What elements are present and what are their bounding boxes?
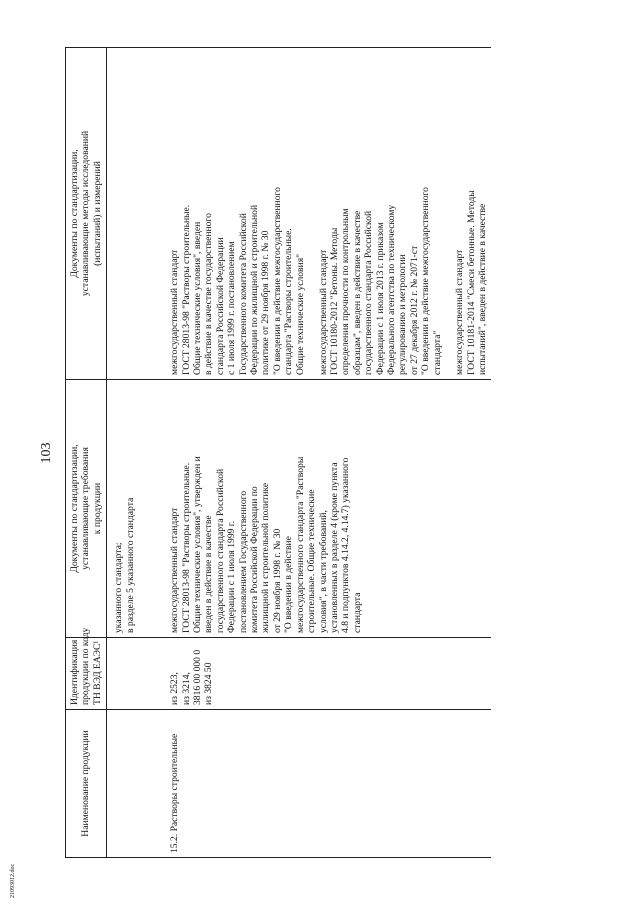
text-line: указанного стандарта;: [113, 542, 125, 633]
text-line: ГОСТ 10181-2014 "Смеси бетонные. Методы: [465, 190, 477, 375]
text-line: 4.8 и подпунктов 4.14.2, 4.14.7) указанного: [340, 457, 352, 633]
cell-empty: [107, 710, 164, 858]
text-line: ГОСТ 28013-98 "Растворы строительные.: [180, 462, 192, 633]
text-line: Федерации по жилищной и строительной: [249, 204, 261, 375]
text-line: Общие технические условия": [294, 253, 306, 375]
text-line: комитета Российской Федерации по: [249, 486, 261, 633]
tnved-code: из 3214,: [180, 672, 192, 705]
text-line: стандарта": [431, 330, 443, 375]
text-line: в действие в качестве государственного: [203, 213, 215, 375]
text-line: Общие технические условия", введен: [192, 221, 204, 375]
text-line: Федерации с 1 июля 1999 г.: [226, 520, 238, 633]
text-line: "О введении в действие: [283, 536, 295, 633]
standards-table: [65, 47, 491, 858]
text-line: стандарта "Растворы строительные.: [283, 228, 295, 375]
header-line: к продукции: [91, 482, 103, 535]
text-line: жилищной и строительной политике: [260, 482, 272, 633]
text-line: стандарта: [351, 592, 363, 633]
header-line: устанавливающие методы исследований: [80, 130, 92, 297]
text-line: определения прочности по контрольным: [340, 208, 352, 375]
text-line: государственного стандарта Российской: [363, 210, 375, 375]
requirement-lines: [169, 384, 363, 633]
header-requirement-docs: [66, 380, 107, 638]
footer-doc-code: 21093012.doc: [10, 863, 16, 898]
table-row: [163, 48, 490, 858]
text-line: с 1 июля 1999 г. постановлением: [226, 241, 238, 375]
cell-test-method-docs: [163, 48, 490, 380]
header-test-method-docs: [66, 48, 107, 380]
text-line: Государственного комитета Российской: [237, 213, 249, 375]
text-line: строительные. Общие технические: [306, 489, 318, 633]
text-line: межгосударственный стандарт: [317, 249, 329, 375]
tnved-code: из 2523,: [169, 672, 181, 705]
text-line: "О введении в действие межгосударственного: [271, 187, 283, 375]
text-line: образцам", введен в действие в качестве: [351, 210, 363, 375]
header-line: Документы по стандартизации,: [69, 149, 80, 278]
tnved-code: 3816 00 000 0: [192, 649, 204, 705]
cell-empty: [107, 638, 164, 710]
cell-requirement-docs: [163, 380, 490, 638]
cell-product-name: [163, 710, 490, 858]
table-header-row: [66, 48, 107, 858]
text-line: испытаний", введен в действие в качестве: [477, 203, 489, 375]
rotated-page: [39, 48, 595, 858]
header-tnved-code: [66, 627, 107, 710]
text-line: межгосударственный стандарт: [169, 249, 181, 375]
text-line: от 29 ноября 1998 г. № 30: [271, 528, 283, 633]
text-line: межгосударственный стандарт: [454, 249, 466, 375]
header-line: Идентификация: [69, 639, 80, 705]
header-line: (испытаний) и измерений: [91, 161, 103, 266]
header-line: устанавливающие требования: [80, 447, 92, 570]
text-line: [443, 52, 454, 375]
text-line: стандарта Российской Федерации: [214, 237, 226, 375]
text-line: межгосударственного стандарта "Растворы: [294, 456, 306, 633]
text-line: регулированию и метрологии: [397, 254, 409, 375]
text-line: Федерального агентства по техническому: [385, 204, 397, 375]
text-line: от 27 декабря 2012 г. № 2071-ст: [408, 245, 420, 375]
cell-empty: [107, 48, 164, 380]
text-line: установленных в разделе 4 (кроме пункта: [328, 462, 340, 633]
tnved-code: из 3824 50: [203, 662, 215, 705]
test-method-lines: [169, 52, 488, 375]
text-line: Федерации с 1 июля 2013 г. приказом: [374, 222, 386, 375]
text-line: условия", в части требований,: [317, 510, 329, 633]
text-line: ГОСТ 10180-2012 "Бетоны. Методы: [328, 227, 340, 375]
text-line: введен в действие в качестве: [203, 515, 215, 633]
cell-requirement-continuation: [107, 380, 164, 638]
page-number: 103: [39, 442, 54, 464]
footer: [10, 863, 30, 898]
text-line: "О введении в действие межгосударственного: [420, 187, 432, 375]
product-name: Растворы строительные: [169, 733, 181, 832]
text-line: государственного стандарта Российской: [214, 468, 226, 633]
text-line: постановлением Государственного: [237, 490, 249, 633]
header-line: ТН ВЭД ЕАЭС¹: [91, 640, 103, 705]
table-row-continuation: [107, 48, 164, 858]
text-line: Общие технические условия", утвержден и: [192, 456, 204, 633]
text-line: политике от 29 ноября 1998 г. № 30: [260, 230, 272, 375]
text-line: ГОСТ 28013-98 "Растворы строительные.: [180, 204, 192, 375]
cell-tnved-codes: [163, 638, 490, 710]
header-line: продукции по коду: [80, 627, 92, 705]
header-line: Документы по стандартизации,: [69, 444, 80, 573]
header-product-name: Наименование продукции: [66, 710, 107, 858]
row-number: 15.2.: [169, 833, 181, 853]
code-list: [169, 642, 215, 705]
text-line: межгосударственный стандарт: [169, 507, 181, 633]
text-line: в разделе 5 указанного стандарта: [124, 497, 136, 633]
text-line: [306, 52, 317, 375]
